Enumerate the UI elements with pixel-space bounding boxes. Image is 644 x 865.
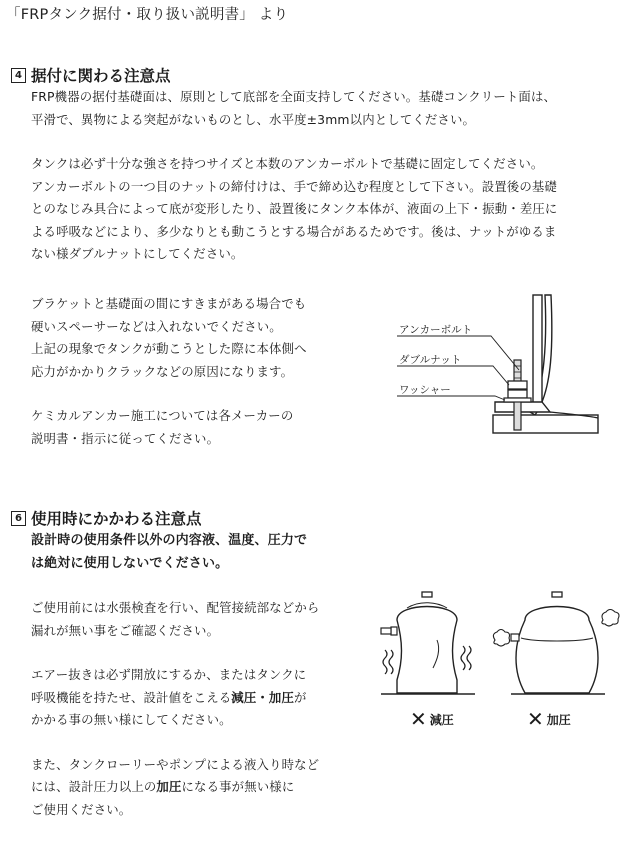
decompression-tank-icon bbox=[381, 592, 475, 694]
section-4-para-3 bbox=[31, 293, 307, 383]
section-4-number: 4 bbox=[11, 68, 26, 83]
section-6-para-3 bbox=[31, 754, 319, 822]
text-line: 平滑で、異物による突起がないものとし、水平度±3mm以内としてください。 bbox=[31, 111, 476, 127]
text-line: ない様ダブルナットにしてください。 bbox=[31, 246, 244, 261]
section-6-para-1 bbox=[31, 597, 319, 642]
pressurization-label bbox=[527, 709, 571, 729]
section-4-bracket-text bbox=[31, 293, 307, 450]
emphasis-text: 減圧・加圧 bbox=[231, 689, 294, 705]
text-line: アンカーボルトの一つ目のナットの締付けは、手で締め込む程度として下さい。設置後の基礎 bbox=[31, 178, 557, 194]
section-6-title-text: 使用時にかかわる注意点 bbox=[31, 510, 202, 528]
text-line: エアー抜きは必ず開放にするか、またはタンクに bbox=[31, 667, 307, 682]
label-anchor-bolt: アンカーボルト bbox=[399, 324, 473, 336]
text-segment: には、設計圧力以上の bbox=[31, 779, 157, 794]
text-segment: になる事が無い様に bbox=[181, 779, 295, 794]
text-line: 応力がかかりクラックなどの原因になります。 bbox=[31, 363, 294, 379]
section-6-para-2 bbox=[31, 664, 319, 732]
text-line: かかる事の無い様にしてください。 bbox=[31, 712, 232, 727]
text-line: 設計時の使用条件以外の内容液、温度、圧力で bbox=[31, 533, 308, 548]
emphasis-text: 加圧 bbox=[156, 779, 182, 794]
text-line bbox=[31, 687, 319, 710]
pressurization-label-text: 加圧 bbox=[546, 712, 571, 727]
section-4-para-1 bbox=[31, 86, 557, 131]
text-line: ブラケットと基礎面の間にすきまがある場合でも bbox=[31, 296, 307, 311]
text-line: 硬いスペーサーなどは入れないでください。 bbox=[31, 318, 282, 334]
text-line: は絶対に使用しないでください。 bbox=[31, 555, 229, 571]
section-4-title bbox=[11, 64, 171, 86]
text-line: ケミカルアンカー施工については各メーカーの bbox=[31, 408, 294, 423]
section-4-para-4 bbox=[31, 405, 307, 450]
text-line bbox=[31, 776, 319, 799]
text-line: 説明書・指示に従ってください。 bbox=[31, 430, 220, 446]
text-line: ご使用前には水張検査を行い、配管接続部などから bbox=[31, 600, 320, 615]
decompression-label-text: 減圧 bbox=[429, 712, 454, 727]
pressurization-tank-icon bbox=[493, 592, 619, 694]
label-washer: ワッシャー bbox=[399, 384, 451, 396]
section-6-body bbox=[31, 530, 319, 821]
section-6-warning bbox=[31, 530, 319, 575]
section-4-title-text: 据付に関わる注意点 bbox=[31, 67, 171, 85]
section-4-body bbox=[31, 86, 557, 288]
text-line: よる呼吸などにより、多少なりとも動こうとする場合があるためです。後は、ナットがゆるま bbox=[31, 223, 557, 239]
section-4-para-2 bbox=[31, 153, 557, 266]
text-line: 上記の現象でタンクが動こうとした際に本体側へ bbox=[31, 341, 307, 356]
source-header: 「FRPタンク据付・取り扱い説明書」 より bbox=[6, 7, 289, 23]
x-mark-icon: ✕ bbox=[527, 707, 544, 731]
text-line: ご使用ください。 bbox=[31, 801, 132, 817]
label-double-nut: ダブルナット bbox=[399, 354, 462, 366]
text-line: とのなじみ具合によって底が変形したり、設置後にタンク本体が、液面の上下・振動・差圧に bbox=[31, 201, 558, 216]
text-line: また、タンクローリーやポンプによる液入り時など bbox=[31, 756, 320, 772]
tank-deformation-illustration bbox=[375, 590, 625, 705]
text-line: FRP機器の据付基礎面は、原則として底部を全面支持してください。基礎コンクリート面は、 bbox=[31, 89, 557, 104]
x-mark-icon: ✕ bbox=[410, 707, 427, 731]
section-6-title bbox=[11, 507, 202, 529]
section-6-number: 6 bbox=[11, 511, 26, 526]
decompression-label bbox=[410, 709, 454, 729]
text-line: タンクは必ず十分な強さを持つサイズと本数のアンカーボルトで基礎に固定してください。 bbox=[31, 156, 544, 171]
text-segment: 呼吸機能を持たせ、設計値をこえる bbox=[31, 689, 232, 705]
text-line: 漏れが無い事をご確認ください。 bbox=[31, 622, 220, 638]
text-segment: が bbox=[293, 689, 307, 705]
